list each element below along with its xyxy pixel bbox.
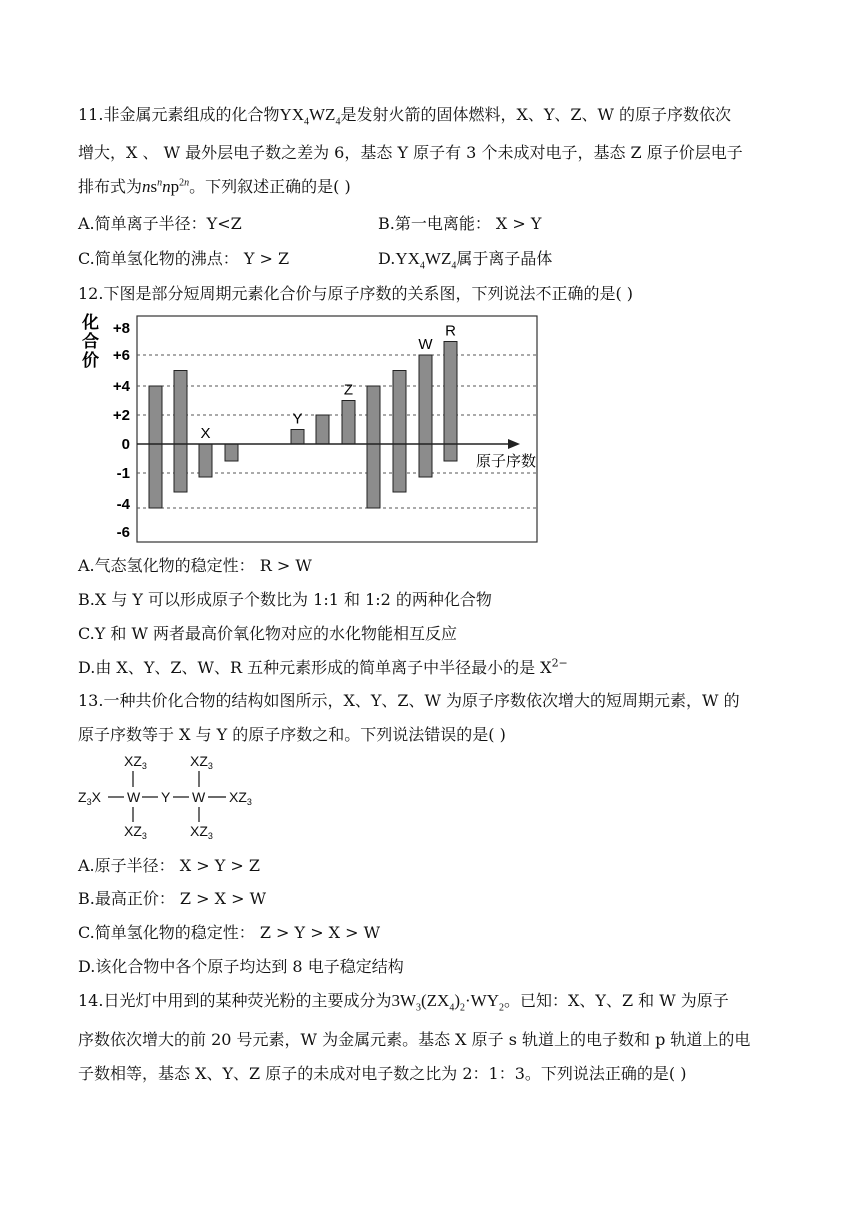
struct-y: Y — [161, 789, 171, 805]
y-tick-label: +4 — [112, 378, 130, 395]
struct-w-left: W — [127, 789, 141, 805]
valence-chart — [74, 312, 554, 548]
q12-d-charge: 2− — [551, 656, 568, 670]
q13-option-d: D.该化合物中各个原子均达到 8 电子稳定结构 — [78, 957, 404, 976]
bar-el4 — [225, 444, 238, 461]
q11-option-d — [378, 248, 552, 270]
q11-stem-line3 — [78, 176, 351, 198]
q11-d-suffix: 属于离子晶体 — [456, 249, 553, 268]
bar-Y — [291, 430, 304, 445]
y-tick-label: +8 — [112, 320, 130, 337]
y-tick-label: -1 — [116, 465, 130, 482]
bar-el8 — [367, 386, 380, 508]
y-tick-label: -6 — [116, 524, 130, 541]
bar-el6 — [316, 415, 329, 444]
y-tick-label: -4 — [116, 496, 130, 513]
q11-formula: $YX_4WZ_4$ — [279, 105, 341, 128]
bar-el9 — [393, 371, 406, 493]
structure-diagram — [78, 752, 278, 847]
q14-text-a: 14.日光灯中用到的某种荧光粉的主要成分为 — [78, 991, 392, 1010]
q11-option-b: B.第一电离能： X > Y — [378, 214, 542, 233]
bar-label-W: W — [418, 336, 433, 353]
q13-option-a: A.原子半径： X > Y > Z — [78, 856, 260, 875]
y-tick-label: 0 — [121, 436, 130, 453]
q11-text-d: 。下列叙述正确的是( ) — [189, 177, 351, 196]
q12-option-c: C.Y 和 W 两者最高价氧化物对应的水化物能相互反应 — [78, 624, 458, 643]
q12-option-b: B.X 与 Y 可以形成原子个数比为 1:1 和 1:2 的两种化合物 — [78, 590, 492, 609]
struct-xz3-top-left: $XZ_3$ — [124, 753, 147, 771]
bar-label-X: X — [200, 425, 211, 442]
y-tick-label: +6 — [112, 347, 130, 364]
q11-option-c: C.简单氢化物的沸点： Y > Z — [78, 249, 290, 268]
q11-text-b: 是发射火箭的固体燃料，X、Y、Z、W 的原子序数依次 — [340, 105, 732, 124]
q13-option-b: B.最高正价： Z > X > W — [78, 889, 267, 908]
q12-d-text: D.由 X、Y、Z、W、R 五种元素形成的简单离子中半径最小的是 X — [78, 658, 552, 677]
bar-X — [199, 444, 212, 477]
q12-stem: 12.下图是部分短周期元素化合价与原子序数的关系图，下列说法不正确的是( ) — [78, 284, 634, 303]
x-axis-arrow — [508, 439, 520, 449]
q11-option-a: A.简单离子半径：Y<Z — [78, 214, 242, 233]
struct-w-right: W — [192, 789, 206, 805]
q14-stem-line1 — [78, 990, 729, 1012]
bar-R — [444, 342, 457, 462]
struct-xz3-bottom-left: $XZ_3$ — [124, 823, 147, 841]
bar-label-R: R — [445, 322, 456, 340]
struct-xz3-bottom-right: $XZ_3$ — [190, 823, 213, 841]
y-axis-label: 化合价 — [82, 313, 99, 370]
q11-d-formula: $YX_4WZ_4$ — [395, 249, 457, 272]
bar-W — [419, 355, 432, 477]
q14-text-b: 。已知：X、Y、Z 和 W 为原子 — [503, 991, 729, 1010]
q11-text-a: 11.非金属元素组成的化合物 — [78, 105, 280, 124]
q12-option-d — [78, 657, 568, 679]
q13-stem-line1: 13.一种共价化合物的结构如图所示，X、Y、Z、W 为原子序数依次增大的短周期元素，W 的 — [78, 691, 740, 710]
x-axis-label: 原子序数 — [476, 453, 537, 470]
q11-config: $ns^nnp^{2n}$ — [142, 177, 190, 196]
bar-label-Z: Z — [343, 381, 354, 399]
bar-Z — [342, 401, 355, 445]
q12-option-a: A.气态氢化物的稳定性： R > W — [78, 556, 312, 575]
q11-d-prefix: D. — [378, 249, 396, 268]
q11-stem-line2: 增大，X 、 W 最外层电子数之差为 6，基态 Y 原子有 3 个未成对电子，基态 Z 原子价层电子 — [78, 143, 743, 162]
bar-el1 — [149, 386, 162, 508]
q14-stem-line2: 序数依次增大的前 20 号元素，W 为金属元素。基态 X 原子 s 轨道上的电子数和 p 轨道上的电 — [78, 1030, 751, 1049]
q14-stem-line3: 子数相等，基态 X、Y、Z 原子的未成对电子数之比为 2：1：3。下列说法正确的是( ) — [78, 1064, 687, 1083]
q11-text-c: 排布式为 — [78, 177, 143, 196]
q14-formula: $3W_3(ZX_4)_2\cdot WY_2$ — [391, 991, 504, 1014]
struct-z3x-left: $Z_3X$ — [78, 789, 101, 807]
bar-el2 — [174, 371, 187, 493]
struct-xz3-right: $XZ_3$ — [229, 789, 252, 807]
y-tick-label: +2 — [112, 407, 130, 424]
q13-option-c: C.简单氢化物的稳定性： Z > Y > X > W — [78, 923, 381, 942]
bar-label-Y: Y — [292, 410, 303, 428]
q13-stem-line2: 原子序数等于 X 与 Y 的原子序数之和。下列说法错误的是( ) — [78, 725, 506, 744]
struct-xz3-top-right: $XZ_3$ — [190, 753, 213, 771]
q11-stem-line1 — [78, 104, 731, 126]
